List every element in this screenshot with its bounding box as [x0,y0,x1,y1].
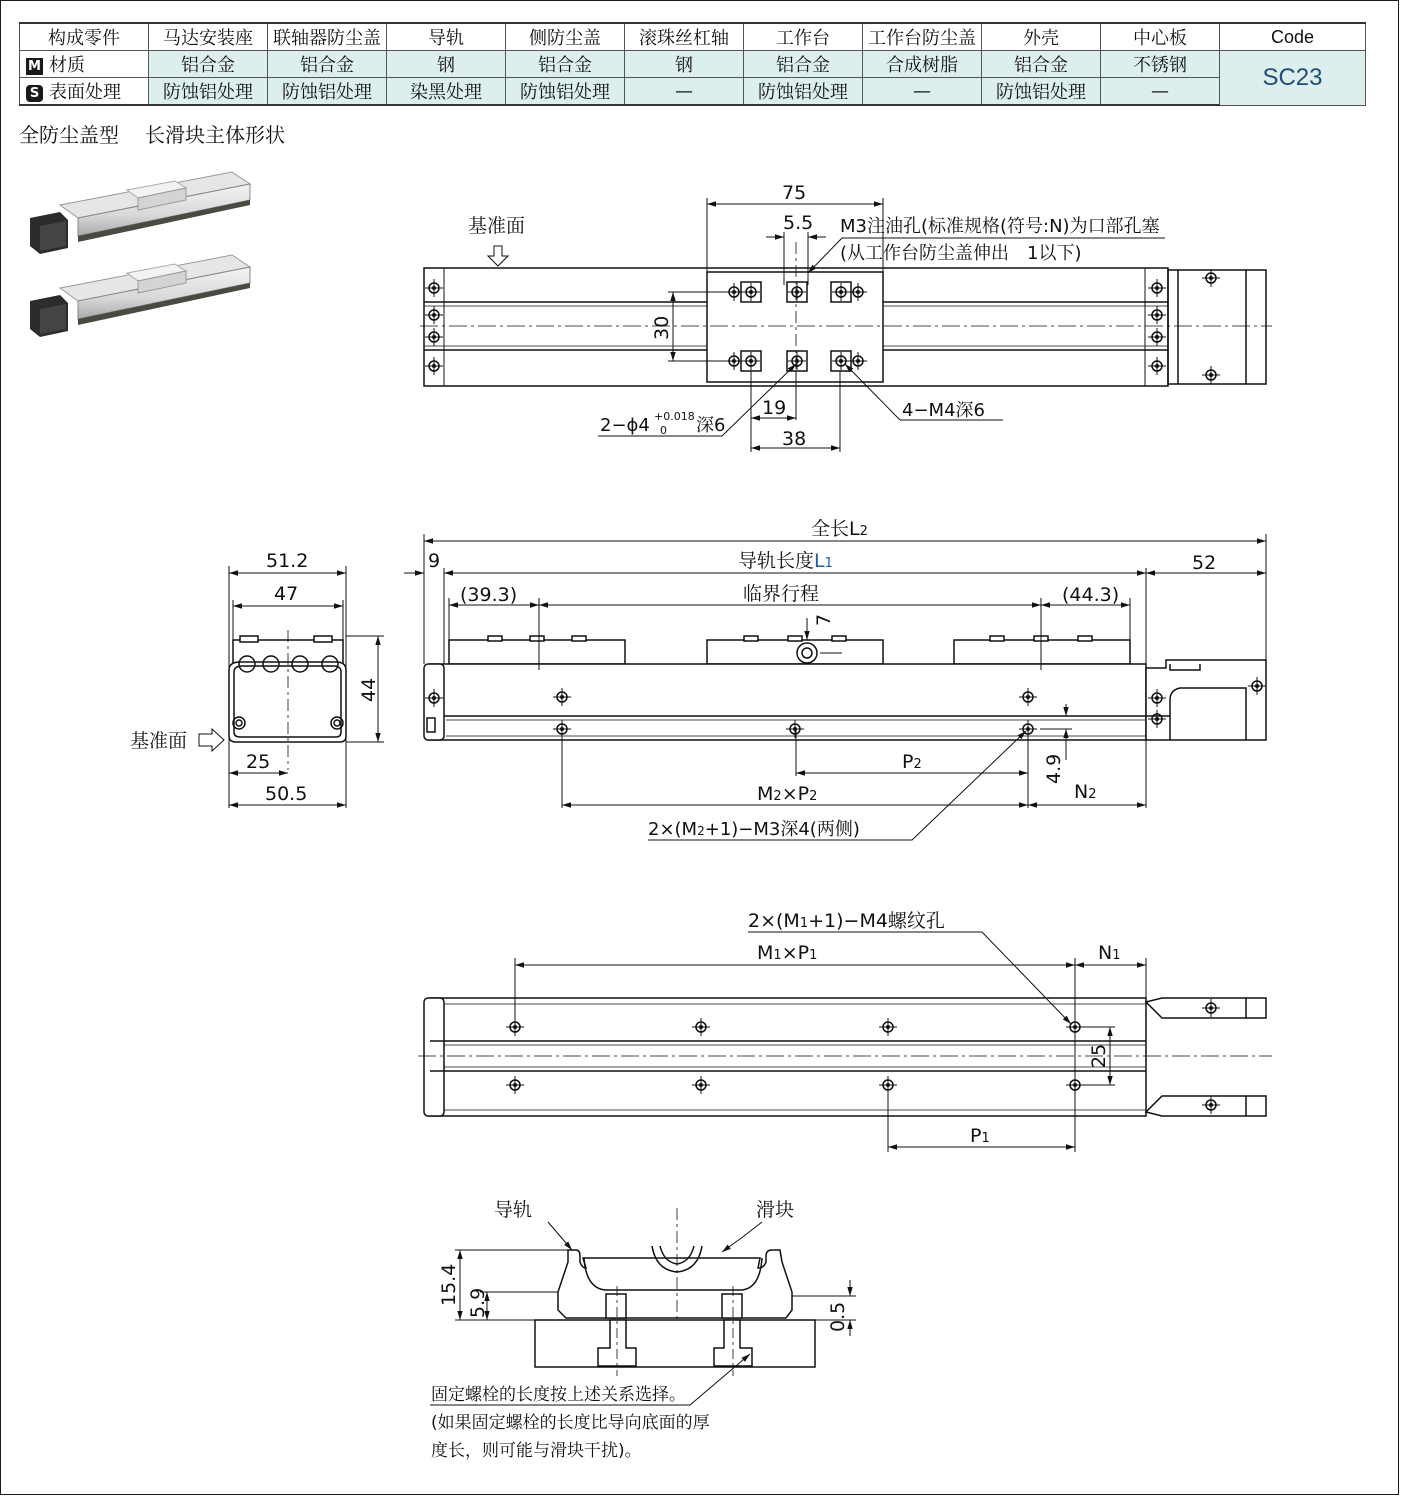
material-badge: M [26,58,43,75]
col-header: 马达安装座 [149,23,268,51]
surface-cell: — [863,78,982,106]
slider-label: 滑块 [756,1199,795,1221]
product-photo [30,255,250,337]
col-header: 工作台 [744,23,863,51]
n2-label: N2 [1074,781,1097,803]
dim-19: 19 [762,397,787,419]
end-view [229,630,346,770]
col-header: 侧防尘盖 [506,23,625,51]
code-header: Code [1220,23,1366,51]
stroke-label: 临界行程 [743,583,820,605]
pin-depth: 深6 [696,415,726,436]
tap-note: 4−M4深6 [902,400,985,421]
surface-cell: 染黑处理 [387,78,506,106]
col-header: 联轴器防尘盖 [268,23,387,51]
dim-4-9: 4.9 [1043,753,1065,784]
p2-label: P2 [902,751,922,773]
bolt-note-line-3: 度长，则可能与滑块干扰)。 [431,1441,642,1461]
dim-50-5: 50.5 [265,783,308,805]
section-view [535,1208,815,1376]
material-cell: 铝合金 [149,51,268,78]
subtitle-shape: 长滑块主体形状 [145,123,285,147]
pin-tol-up: +0.018 [654,410,695,423]
surface-cell: — [625,78,744,106]
bottom-hole-note: 2×(M1+1)−M4螺纹孔 [748,910,945,932]
bottom-view [418,998,1272,1116]
material-cell: 铝合金 [744,51,863,78]
dim-7: 7 [813,613,835,626]
oil-hole-note-2: (从工作台防尘盖伸出 1以下) [840,243,1082,264]
ref-face-label: 基准面 [468,215,526,237]
pin-hole-label: 2−ϕ4 [600,415,650,436]
dim-39-3: (39.3) [460,584,518,606]
surface-cell: 防蚀铝处理 [506,78,625,106]
col-header: 外壳 [982,23,1101,51]
surface-cell: 防蚀铝处理 [268,78,387,106]
n1-label: N1 [1098,942,1121,964]
surface-cell: — [1101,78,1220,106]
material-cell: 铝合金 [982,51,1101,78]
col-header: 导轨 [387,23,506,51]
material-cell: 钢 [625,51,744,78]
dim-25: 25 [246,751,271,773]
p1-label: P1 [970,1125,990,1147]
surface-badge: S [26,85,43,102]
dim-44: 44 [358,677,380,702]
rail-label: 导轨 [494,1199,533,1221]
dim-30: 30 [651,315,673,340]
total-length: 全长L2 [811,518,868,540]
dim-47: 47 [274,583,299,605]
dim-15-4: 15.4 [438,1263,460,1306]
product-photo [30,172,250,254]
dim-5-5: 5.5 [783,212,814,234]
dim-51-2: 51.2 [266,550,309,572]
dim-52: 52 [1192,552,1217,574]
m2p2-label: M2×P2 [757,783,818,805]
col-header: 工作台防尘盖 [863,23,982,51]
m1p1-label: M1×P1 [757,942,818,964]
dim-5-9: 5.9 [467,1287,489,1318]
dim-0-5: 0.5 [827,1301,849,1332]
side-hole-note: 2×(M2+1)−M3深4(两侧) [648,819,860,840]
top-view [420,242,1272,400]
subtitle-type: 全防尘盖型 [19,123,119,147]
rail-length: 导轨长度L1 [738,550,833,572]
material-cell: 钢 [387,51,506,78]
material-cell: 铝合金 [506,51,625,78]
dim-9: 9 [428,550,441,572]
code-value: SC23 [1220,51,1366,106]
bolt-note-line-1: 固定螺栓的长度按上述关系选择。 [431,1385,686,1405]
bolt-note-line-2: (如果固定螺栓的长度比导向底面的厚 [431,1413,710,1433]
dim-44-3: (44.3) [1062,584,1120,606]
surface-cell: 防蚀铝处理 [149,78,268,106]
pin-tol-low: 0 [660,424,667,437]
oil-hole-note: M3注油孔(标准规格(符号:N)为口部孔塞 [840,216,1160,237]
dim-25: 25 [1088,1043,1110,1068]
col-header: 中心板 [1101,23,1220,51]
surface-cell: 防蚀铝处理 [982,78,1101,106]
dim-75: 75 [782,182,807,204]
material-cell: 不锈钢 [1101,51,1220,78]
ref-face-label: 基准面 [130,730,188,752]
col-header: 构成零件 [20,23,149,51]
col-header: 滚珠丝杠轴 [625,23,744,51]
material-cell: 铝合金 [268,51,387,78]
side-view [424,636,1266,740]
material-label: 材质 [49,55,85,76]
surface-label: 表面处理 [49,82,121,103]
material-cell: 合成树脂 [863,51,982,78]
surface-cell: 防蚀铝处理 [744,78,863,106]
dim-38: 38 [782,428,807,450]
